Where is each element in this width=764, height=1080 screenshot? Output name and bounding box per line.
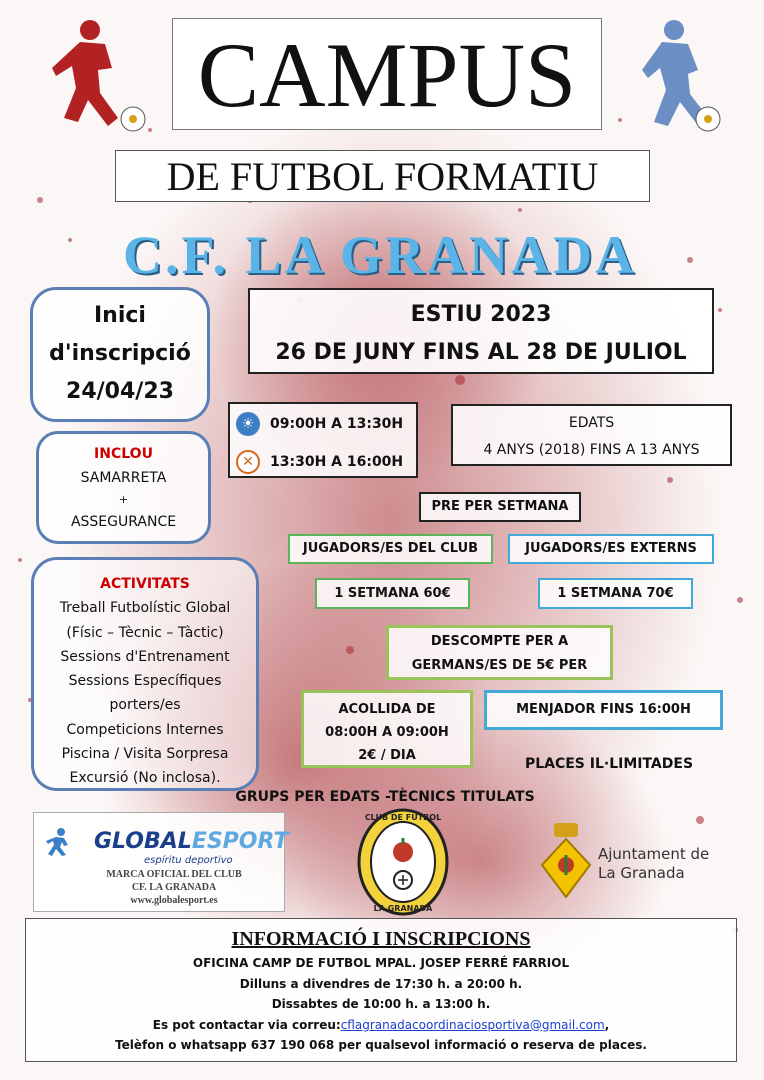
council-shield-icon [540, 823, 592, 898]
info-weekdays: Dilluns a divendres de 17:30 h. a 20:00 h. [239, 976, 523, 991]
campus-subtitle: DE FUTBOL FORMATIU [115, 150, 650, 202]
activities-box [31, 557, 259, 791]
activity-item: Excursió (No inclosa). [69, 770, 221, 787]
early-care-box [301, 690, 473, 768]
runner-icon [44, 827, 74, 857]
price-heading: PRE PER SETMANA [419, 492, 581, 522]
football-icon [695, 106, 721, 132]
sponsor-brand [94, 829, 288, 854]
sponsor-logo [33, 812, 289, 912]
sun-clock-icon: ☀ [236, 412, 260, 436]
early-care-line1: ACOLLIDA DE [338, 702, 436, 717]
activity-item: Competicions Internes [66, 721, 224, 738]
schedule-box [228, 402, 418, 478]
includes-item: ASSEGURANCE [70, 514, 177, 530]
sponsor-line1: MARCA OFICIAL DEL CLUB [106, 869, 242, 880]
sponsor-tagline: espíritu deportivo [144, 855, 233, 866]
crest-bottom-text: LA GRANADA [373, 904, 433, 913]
inscription-start-box [30, 287, 210, 422]
discount-line2: GERMANS/ES DE 5€ PER [411, 658, 588, 673]
ages-heading: EDATS [568, 415, 615, 431]
inscription-line2: d'inscripció [49, 341, 191, 366]
afternoon-hours: 13:30H A 16:00H [270, 454, 404, 470]
sponsor-website: www.globalesport.es [130, 895, 218, 906]
info-office: OFICINA CAMP DE FUTBOL MPAL. JOSEP FERRÉ FARRIOL [192, 956, 570, 970]
activity-item: Treball Futbolístic Global [59, 600, 231, 617]
activity-item: Sessions Específiques [68, 673, 222, 690]
includes-item: SAMARRETA [80, 470, 167, 486]
early-care-line3: 2€ / DIA [358, 748, 416, 763]
sponsor-brand-b: ESPORT [191, 829, 289, 854]
morning-schedule [236, 409, 403, 439]
places-note: PLACES IL·LIMITADES [524, 756, 694, 772]
includes-heading: INCLOU [94, 446, 153, 462]
crest-top-text: CLUB DE FUTBOL [364, 813, 442, 822]
contact-suffix: , [604, 1017, 610, 1032]
info-phone: Telèfon o whatsapp 637 190 068 per qualsevol informació o reserva de places. [115, 1038, 647, 1052]
external-price: 1 SETMANA 70€ [538, 578, 693, 609]
morning-hours: 09:00H A 13:30H [270, 416, 404, 432]
club-price: 1 SETMANA 60€ [315, 578, 470, 609]
club-crest-logo [357, 808, 449, 916]
info-saturdays: Dissabtes de 10:00 h. a 13:00 h. [271, 997, 491, 1011]
contact-prefix: Es pot contactar via correu: [152, 1017, 341, 1032]
season-dates: 26 DE JUNY FINS AL 28 DE JULIOL [275, 340, 687, 365]
activity-item: porters/es [109, 697, 181, 714]
inscription-date: 24/04/23 [66, 379, 174, 404]
red-player-icon [50, 18, 130, 133]
groups-note: GRUPS PER EDATS -TÈCNICS TITULATS [235, 789, 535, 805]
includes-item: + [118, 493, 129, 506]
discount-line1: DESCOMPTE PER A [430, 634, 569, 649]
council-line1: Ajuntament de [598, 845, 710, 863]
club-players-label: JUGADORS/ES DEL CLUB [288, 534, 493, 564]
council-name [598, 845, 728, 885]
sponsor-brand-a: GLOBAL [94, 829, 192, 854]
club-name: C.F. LA GRANADA [122, 225, 638, 285]
includes-box [36, 431, 211, 544]
season-title: ESTIU 2023 [410, 302, 552, 327]
lunch-box: MENJADOR FINS 16:00H [484, 690, 723, 730]
activity-item: Piscina / Visita Sorpresa [61, 746, 229, 763]
season-box [248, 288, 714, 374]
council-line2: La Granada [598, 864, 685, 882]
activity-item: Sessions d'Entrenament [60, 648, 230, 665]
ages-box [451, 404, 732, 466]
ages-range: 4 ANYS (2018) FINS A 13 ANYS [483, 442, 700, 458]
sponsor-line2: CF. LA GRANADA [131, 882, 217, 893]
campus-title: CAMPUS [172, 18, 602, 130]
email-link[interactable]: cflagranadacoordinaciosportiva@gmail.com [340, 1017, 605, 1032]
cutlery-icon: ✕ [236, 450, 260, 474]
sibling-discount-box [386, 625, 613, 680]
inscription-line1: Inici [94, 303, 146, 328]
early-care-line2: 08:00H A 09:00H [325, 725, 449, 740]
info-box [25, 918, 737, 1062]
activity-item: (Físic – Tècnic – Tàctic) [66, 624, 224, 641]
info-contact [26, 1015, 736, 1036]
info-heading: INFORMACIÓ I INSCRIPCIONS [231, 928, 531, 950]
afternoon-schedule [236, 447, 403, 477]
activities-heading: ACTIVITATS [100, 576, 190, 592]
football-icon [120, 106, 146, 132]
external-players-label: JUGADORS/ES EXTERNS [508, 534, 714, 564]
